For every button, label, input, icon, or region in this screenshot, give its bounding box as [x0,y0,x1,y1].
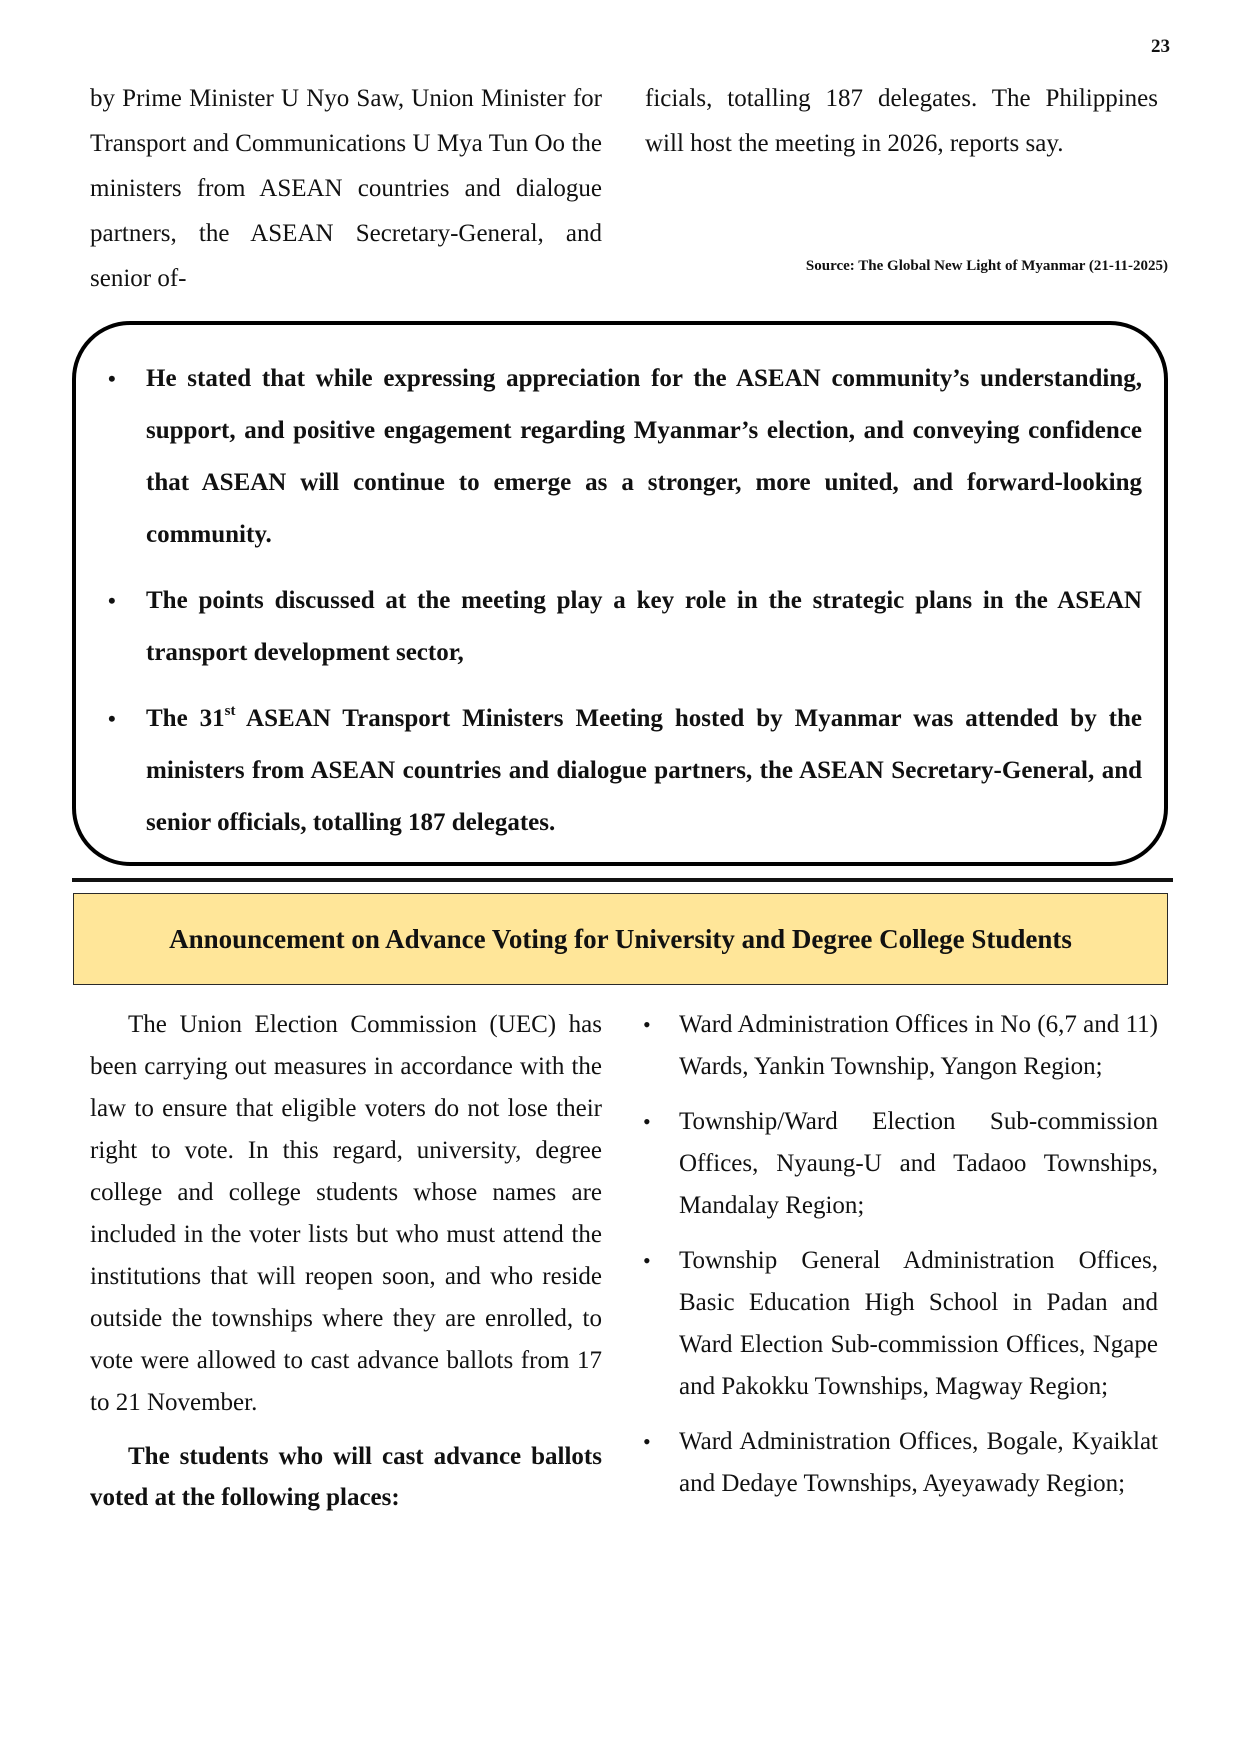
bullet-icon: • [643,1248,651,1273]
announcement-intro-paragraph: The Union Election Commission (UEC) has been carrying out measures in accordance with the law to ensure that eligible voters do not lose their right to vote. In this regard, university, degree college and college students whose names are included in the voter lists but who must attend the institutions that will reopen soon, and who reside outside the townships where they are enrolled, to vote were allowed to cast advance ballots from 17 to 21 November. [90,1011,602,1416]
announcement-title-banner [73,893,1168,985]
bullet-icon: • [643,1109,651,1134]
highlight-item [106,575,1142,679]
voting-place-text: Ward Administration Offices, Bogale, Kyaiklat and Dedaye Townships, Ayeyawady Region; [679,1428,1158,1497]
page-number: 23 [1151,36,1170,57]
bullet-icon: • [108,588,116,613]
announcement-left-column [90,1004,602,1518]
highlight-item [106,353,1142,561]
bullet-icon: • [643,1012,651,1037]
ordinal-superscript: st [224,703,236,719]
highlight-item [106,693,1142,849]
article-text-right: ficials, totalling 187 delegates. The Philippines will host the meeting in 2026, reports say. [645,85,1158,157]
bullet-icon: • [643,1429,651,1454]
source-citation: Source: The Global New Light of Myanmar (21-11-2025) [805,258,1168,274]
highlights-box [72,321,1168,866]
bullet-icon: • [108,706,116,731]
voting-place-item [640,1004,1158,1088]
voting-place-text: Township/Ward Election Sub-commission Offices, Nyaung-U and Tadaoo Townships, Mandalay Region; [679,1108,1158,1219]
highlight-text: He stated that while expressing appreciation for the ASEAN community’s understanding, support, and positive engagement regarding Myanmar’s election, and conveying confidence that ASEAN will continue to emerge as a stronger, more united, and forward-looking community. [146,365,1142,548]
highlight-text: The points discussed at the meeting play a key role in the strategic plans in the ASEAN transport development sector, [146,587,1142,666]
voting-place-text: Ward Administration Offices in No (6,7 and 11) Wards, Yankin Township, Yangon Region; [679,1011,1158,1080]
places-intro: The students who will cast advance ballots voted at the following places: [90,1443,602,1511]
section-divider [72,878,1173,882]
voting-place-item [640,1421,1158,1505]
highlight-text-prefix: The 31 [146,705,225,732]
article-left-column [90,76,602,301]
voting-place-item [640,1101,1158,1227]
announcement-title: Announcement on Advance Voting for University and Degree College Students [169,923,1072,954]
article-text-left: by Prime Minister U Nyo Saw, Union Minister for Transport and Communications U Mya Tun Oo the ministers from ASEAN countries and dialogue partners, the ASEAN Secretary-General, and senior of- [90,85,602,292]
highlights-list [106,353,1142,863]
bullet-icon: • [108,366,116,391]
voting-places-list [640,1004,1158,1518]
voting-place-text: Township General Administration Offices, Basic Education High School in Padan and Ward Election Sub-commission Offices, Ngape and Pakokku Townships, Magway Region; [679,1247,1158,1400]
article-right-column [645,76,1158,166]
voting-place-item [640,1240,1158,1408]
highlight-text-suffix: ASEAN Transport Ministers Meeting hosted by Myanmar was attended by the ministers from ASEAN countries and dialogue partners, the ASEAN Secretary-General, and senior officials, totalling 187 delegates. [146,705,1142,836]
